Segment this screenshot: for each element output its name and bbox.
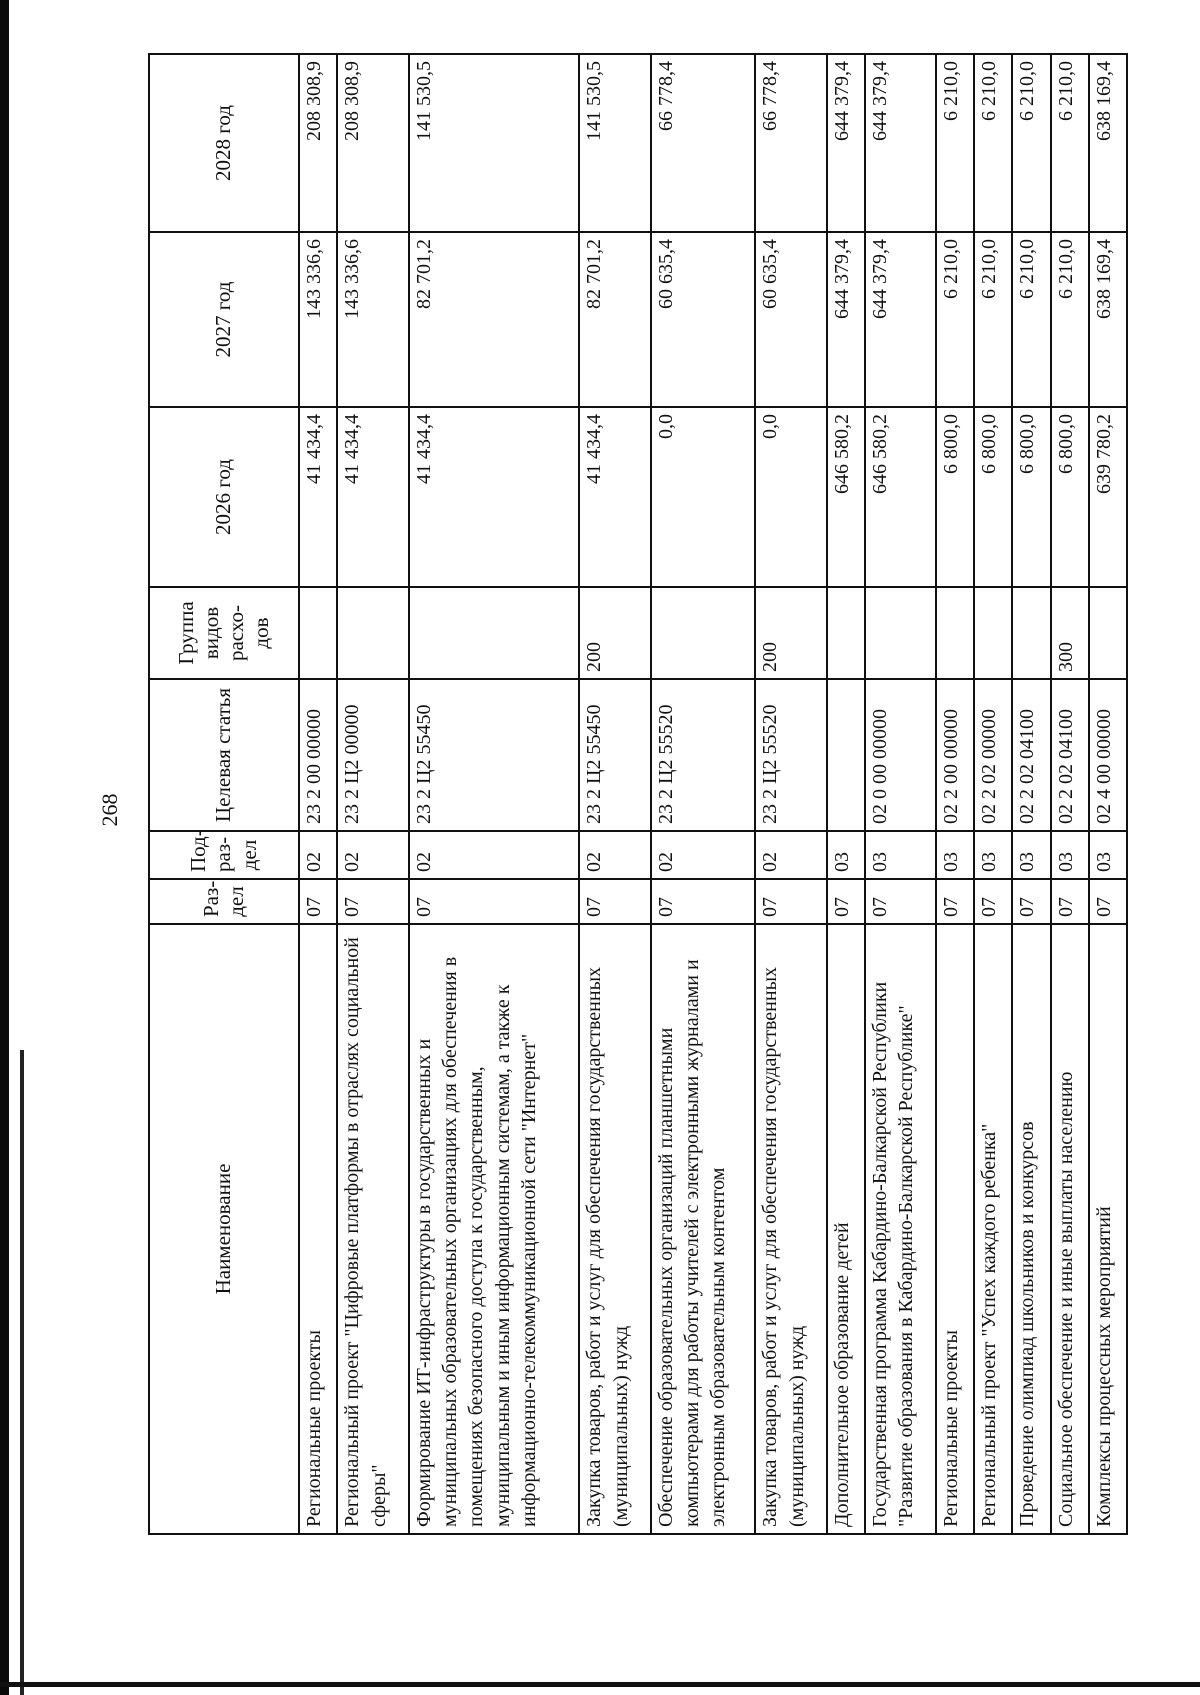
row-podrazdel: 02	[337, 831, 408, 879]
row-podrazdel: 02	[579, 831, 650, 879]
row-2028: 644 379,4	[865, 54, 936, 232]
row-name: Региональные проекты	[936, 924, 974, 1534]
row-target: 23 2 Ц2 00000	[337, 679, 408, 831]
row-group	[299, 587, 337, 679]
row-target: 02 2 02 04100	[1012, 679, 1050, 831]
row-2027: 644 379,4	[865, 232, 936, 407]
row-razdel: 07	[409, 879, 580, 924]
row-2028: 141 530,5	[579, 54, 650, 232]
row-razdel: 07	[936, 879, 974, 924]
table-row	[409, 54, 580, 1534]
row-2027: 6 210,0	[1012, 232, 1050, 407]
table-row	[1012, 54, 1050, 1534]
row-2028: 66 778,4	[651, 54, 756, 232]
row-razdel: 07	[651, 879, 756, 924]
row-2027: 82 701,2	[409, 232, 580, 407]
row-2026: 0,0	[755, 407, 826, 587]
row-name: Комплексы процессных мероприятий	[1089, 924, 1127, 1534]
row-group	[827, 587, 865, 679]
row-name: Дополнительное образование детей	[827, 924, 865, 1534]
row-2026: 6 800,0	[1051, 407, 1089, 587]
row-group: 300	[1051, 587, 1089, 679]
row-podrazdel: 03	[827, 831, 865, 879]
row-2027: 60 635,4	[755, 232, 826, 407]
row-group	[1012, 587, 1050, 679]
row-razdel: 07	[1051, 879, 1089, 924]
table-row	[299, 54, 337, 1534]
row-target: 02 2 02 04100	[1051, 679, 1089, 831]
row-name: Региональные проекты	[299, 924, 337, 1534]
header-group: Группа видов расхо-дов	[149, 587, 299, 679]
header-2026: 2026 год	[149, 407, 299, 587]
row-2028: 208 308,9	[299, 54, 337, 232]
row-razdel: 07	[865, 879, 936, 924]
row-group	[865, 587, 936, 679]
row-podrazdel: 02	[409, 831, 580, 879]
row-2026: 41 434,4	[299, 407, 337, 587]
row-target: 23 2 00 00000	[299, 679, 337, 831]
table-row	[1051, 54, 1089, 1534]
row-2027: 143 336,6	[299, 232, 337, 407]
row-razdel: 07	[827, 879, 865, 924]
row-2027: 6 210,0	[974, 232, 1012, 407]
row-2028: 6 210,0	[1051, 54, 1089, 232]
table-row	[1089, 54, 1127, 1534]
row-podrazdel: 03	[974, 831, 1012, 879]
row-2028: 66 778,4	[755, 54, 826, 232]
row-2026: 646 580,2	[865, 407, 936, 587]
row-2026: 41 434,4	[409, 407, 580, 587]
table-row	[651, 54, 756, 1534]
budget-table-rotated	[148, 55, 1128, 1535]
row-target: 23 2 Ц2 55520	[755, 679, 826, 831]
row-podrazdel: 03	[865, 831, 936, 879]
row-name: Региональный проект "Цифровые платформы в отраслях социальной сферы"	[337, 924, 408, 1534]
table-row	[337, 54, 408, 1534]
row-group	[936, 587, 974, 679]
row-2027: 143 336,6	[337, 232, 408, 407]
row-2027: 60 635,4	[651, 232, 756, 407]
row-2027: 638 169,4	[1089, 232, 1127, 407]
row-name: Обеспечение образовательных организаций планшетными компьютерами для работы учителей с электронными журналами и электронным образовательным контентом	[651, 924, 756, 1534]
table-row	[755, 54, 826, 1534]
row-razdel: 07	[755, 879, 826, 924]
table-row	[936, 54, 974, 1534]
row-2028: 6 210,0	[974, 54, 1012, 232]
row-razdel: 07	[1089, 879, 1127, 924]
row-razdel: 07	[974, 879, 1012, 924]
row-2028: 6 210,0	[936, 54, 974, 232]
scan-bottom-line	[0, 1682, 1200, 1687]
row-name: Закупка товаров, работ и услуг для обеспечения государственных (муниципальных) нужд	[579, 924, 650, 1534]
row-2028: 6 210,0	[1012, 54, 1050, 232]
row-podrazdel: 03	[1012, 831, 1050, 879]
row-razdel: 07	[579, 879, 650, 924]
row-name: Проведение олимпиад школьников и конкурсов	[1012, 924, 1050, 1534]
row-target	[827, 679, 865, 831]
row-2026: 6 800,0	[974, 407, 1012, 587]
row-podrazdel: 03	[936, 831, 974, 879]
table-row	[579, 54, 650, 1534]
budget-table	[148, 53, 1128, 1535]
row-razdel: 07	[299, 879, 337, 924]
scan-left-border	[0, 0, 9, 1695]
row-name: Государственная программа Кабардино-Балкарской Республики "Развитие образования в Кабардино-Балкарской Республике"	[865, 924, 936, 1534]
header-razdel: Раз-дел	[149, 879, 299, 924]
row-2026: 41 434,4	[337, 407, 408, 587]
row-2026: 6 800,0	[936, 407, 974, 587]
table-header-row	[149, 54, 299, 1534]
row-2028: 141 530,5	[409, 54, 580, 232]
row-group	[651, 587, 756, 679]
header-name: Наименование	[149, 924, 299, 1534]
row-2028: 638 169,4	[1089, 54, 1127, 232]
row-2027: 644 379,4	[827, 232, 865, 407]
row-group	[974, 587, 1012, 679]
row-name: Региональный проект "Успех каждого ребенка"	[974, 924, 1012, 1534]
header-2027: 2027 год	[149, 232, 299, 407]
row-2026: 639 780,2	[1089, 407, 1127, 587]
row-2026: 0,0	[651, 407, 756, 587]
scan-left-edge-line	[20, 1050, 24, 1695]
row-name: Социальное обеспечение и иные выплаты населению	[1051, 924, 1089, 1534]
row-podrazdel: 03	[1051, 831, 1089, 879]
row-2027: 82 701,2	[579, 232, 650, 407]
row-2026: 6 800,0	[1012, 407, 1050, 587]
header-target: Целевая статья	[149, 679, 299, 831]
row-name: Закупка товаров, работ и услуг для обеспечения государственных (муниципальных) нужд	[755, 924, 826, 1534]
row-target: 23 2 Ц2 55520	[651, 679, 756, 831]
table-row	[865, 54, 936, 1534]
page-number: 268	[97, 793, 122, 827]
row-group	[1089, 587, 1127, 679]
row-target: 23 2 Ц2 55450	[579, 679, 650, 831]
row-2028: 644 379,4	[827, 54, 865, 232]
row-group	[337, 587, 408, 679]
row-podrazdel: 02	[299, 831, 337, 879]
row-2027: 6 210,0	[1051, 232, 1089, 407]
row-target: 02 0 00 00000	[865, 679, 936, 831]
row-2026: 41 434,4	[579, 407, 650, 587]
row-razdel: 07	[337, 879, 408, 924]
table-row	[827, 54, 865, 1534]
row-2028: 208 308,9	[337, 54, 408, 232]
row-razdel: 07	[1012, 879, 1050, 924]
row-target: 02 2 00 00000	[936, 679, 974, 831]
row-group: 200	[755, 587, 826, 679]
row-podrazdel: 03	[1089, 831, 1127, 879]
header-2028: 2028 год	[149, 54, 299, 232]
row-group: 200	[579, 587, 650, 679]
row-podrazdel: 02	[755, 831, 826, 879]
header-podrazdel: Под-раз-дел	[149, 831, 299, 879]
row-target: 02 2 02 00000	[974, 679, 1012, 831]
row-2027: 6 210,0	[936, 232, 974, 407]
row-target: 23 2 Ц2 55450	[409, 679, 580, 831]
row-2026: 646 580,2	[827, 407, 865, 587]
row-podrazdel: 02	[651, 831, 756, 879]
table-row	[974, 54, 1012, 1534]
row-name: Формирование ИТ-инфраструктуры в государственных и муниципальных образовательных организациях для обеспечения в помещениях безопасного доступа к государственным, муниципальным и иным информационным системам, а также к информационно-телекоммуникационной сети "Интернет"	[409, 924, 580, 1534]
row-target: 02 4 00 00000	[1089, 679, 1127, 831]
row-group	[409, 587, 580, 679]
